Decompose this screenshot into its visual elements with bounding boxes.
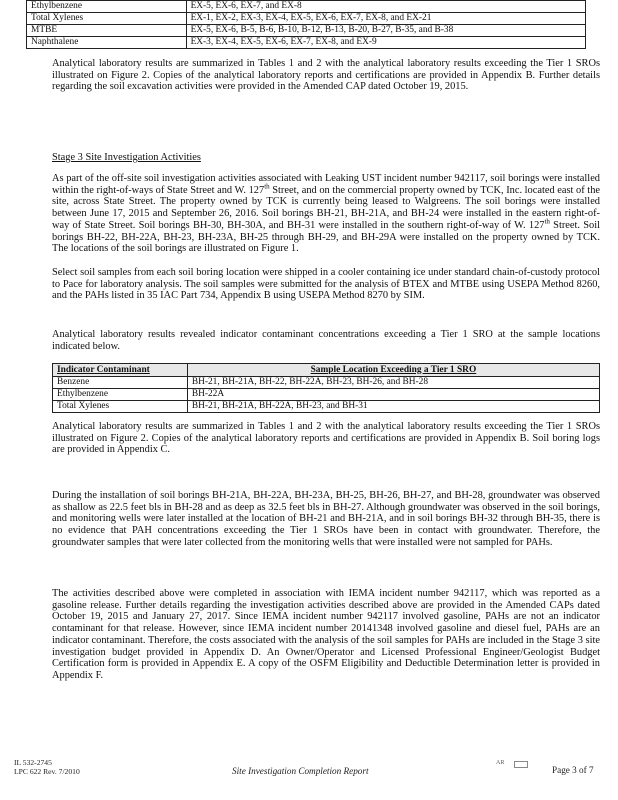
exceedance-table-excavation — [26, 0, 586, 49]
table-row — [27, 25, 586, 37]
table-header-location: Sample Location Exceeding a Tier 1 SRO — [187, 364, 599, 377]
table-header-contaminant: Indicator Contaminant — [53, 364, 188, 377]
footer-title: Site Investigation Completion Report — [232, 766, 369, 776]
table-row — [27, 13, 586, 25]
table-row — [53, 401, 600, 413]
table-row — [53, 389, 600, 401]
paragraph-investigation: As part of the off-site soil investigation activities associated with Leaking UST incident number 942117, soil borings were installed within the right-of-ways of State Street and W. 127th Street, and on the commercial property owned by TCK, Inc. located east of the site, across State Street. The property owned by TCK is currently being leased to Walgreens. The soil borings were installed between June 17, 2015 and September 26, 2016. Soil borings BH-21, BH-21A, and BH-24 were installed in the eastern right-of-way of State Street. Soil borings BH-30, BH-30A, and BH-31 were installed in the southern right-of-way of W. 127th Street. Soil borings BH-22, BH-22A, BH-23, BH-23A, BH-25 through BH-29, and BH-29A were installed on the property owned by TCK. The locations of the soil borings are illustrated on Figure 1. — [52, 173, 600, 255]
paragraph-lab-results-2: Analytical laboratory results are summarized in Tables 1 and 2 with the analytical laboratory results exceeding the Tier 1 SROs illustrated on Figure 2. Copies of the analytical laboratory reports and certifications are provided in Appendix B. Soil boring logs are provided in Appendix C. — [52, 421, 600, 456]
contaminant-cell: MTBE — [27, 25, 187, 37]
page-number: Page 3 of 7 — [552, 765, 594, 775]
form-revision: LPC 622 Rev. 7/2010 — [14, 767, 80, 776]
location-cell: EX-1, EX-2, EX-3, EX-4, EX-5, EX-6, EX-7, EX-8, and EX-21 — [186, 13, 585, 25]
paragraph-sampling: Select soil samples from each soil boring location were shipped in a cooler containing ice under standard chain-of-custody protocol to Pace for laboratory analysis. The soil samples were submitted for the analysis of BTEX and MTBE using USEPA Method 8260, and the PAHs listed in 35 IAC Part 734, Appendix B using USEPA Method 8270 by SIM. — [52, 267, 600, 302]
contaminant-cell: Naphthalene — [27, 37, 187, 49]
table-row — [53, 377, 600, 389]
form-id: IL 532-2745 — [14, 758, 52, 767]
location-cell: BH-22A — [187, 389, 599, 401]
location-cell: EX-5, EX-6, EX-7, and EX-8 — [186, 1, 585, 13]
section-heading: Stage 3 Site Investigation Activities — [52, 152, 201, 163]
location-cell: EX-5, EX-6, B-5, B-6, B-10, B-12, B-13, B-20, B-27, B-35, and B-38 — [186, 25, 585, 37]
paragraph-iema: The activities described above were completed in association with IEMA incident number 942117, which was reported as a gasoline release. Further details regarding the investigation activities described above are provided in the Amended CAPs dated October 19, 2015 and January 27, 2017. Since IEMA incident number 942117 involved gasoline, PAHs are not an indicator contaminant for that release. However, since IEMA incident number 20141348 involved gasoline and diesel fuel, PAHs are an indicator contaminant. Therefore, the costs associated with the analysis of the soil samples for PAHs are included in the Stage 3 site investigation budget provided in Appendix D. An Owner/Operator and Licensed Professional Engineer/Geologist Budget Certification form is provided in Appendix E. A copy of the OSFM Eligibility and Deductible Determination letter is provided in Appendix F. — [52, 588, 600, 681]
contaminant-cell: Total Xylenes — [27, 13, 187, 25]
location-cell: BH-21, BH-21A, BH-22A, BH-23, and BH-31 — [187, 401, 599, 413]
paragraph-exceedance-intro: Analytical laboratory results revealed indicator contaminant concentrations exceeding a Tier 1 SRO at the sample locations indicated below. — [52, 329, 600, 352]
initials-mark: AR — [496, 760, 505, 766]
contaminant-cell: Total Xylenes — [53, 401, 188, 413]
location-cell: BH-21, BH-21A, BH-22, BH-22A, BH-23, BH-26, and BH-28 — [187, 377, 599, 389]
initials-box — [514, 761, 528, 768]
exceedance-table-borings — [52, 363, 600, 413]
paragraph-lab-results-1: Analytical laboratory results are summarized in Tables 1 and 2 with the analytical laboratory results exceeding the Tier 1 SROs illustrated on Figure 2. Copies of the analytical laboratory reports and certifications are provided in Appendix B. Further details regarding the soil excavation activities were provided in the Amended CAP dated October 19, 2015. — [52, 58, 600, 93]
contaminant-cell: Ethylbenzene — [53, 389, 188, 401]
contaminant-cell: Ethylbenzene — [27, 1, 187, 13]
location-cell: EX-3, EX-4, EX-5, EX-6, EX-7, EX-8, and EX-9 — [186, 37, 585, 49]
paragraph-groundwater: During the installation of soil borings BH-21A, BH-22A, BH-23A, BH-25, BH-26, BH-27, and BH-28, groundwater was observed as shallow as 22.5 feet bls in BH-28 and as deep as 32.5 feet bls in BH-27. Although groundwater was observed in the soil borings, and monitoring wells were later installed at the location of BH-21 and BH-21A, and in soil borings BH-32 through BH-35, there is no evidence that PAH concentrations exceeding the Tier 1 SROs have been in contact with groundwater. Therefore, the groundwater samples that were later collected from the monitoring wells that were installed were not sampled for PAHs. — [52, 490, 600, 548]
contaminant-cell: Benzene — [53, 377, 188, 389]
table-row — [27, 37, 586, 49]
table-row — [27, 1, 586, 13]
